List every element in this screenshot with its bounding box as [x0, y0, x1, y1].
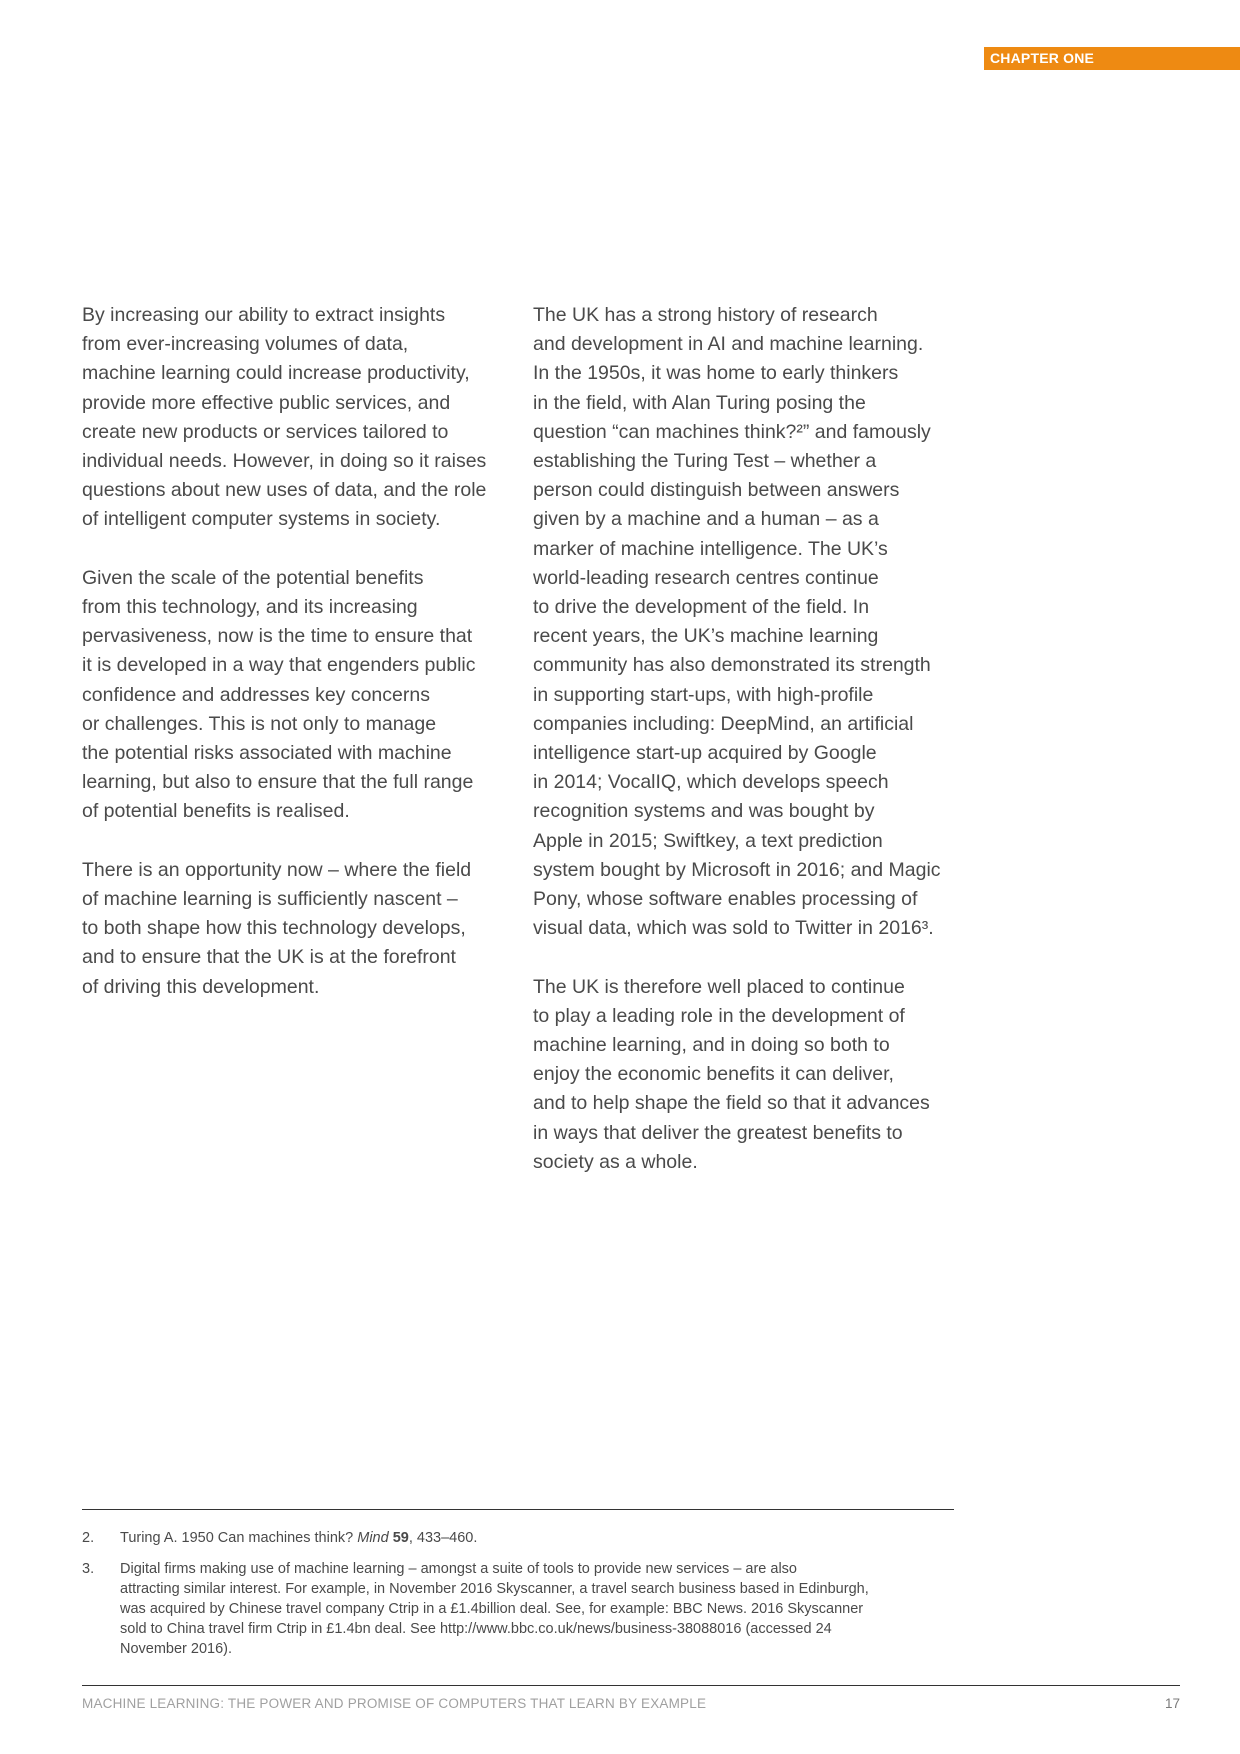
paragraph: The UK has a strong history of research and development in AI and machine learning. In the 1950s, it was home to early thinkers in the field, with Alan Turing posing the question “can machines think?²” and famously establishing the Turing Test – whether a person could distinguish between answers given by a machine and a human – as a marker of machine intelligence. The UK’s world-leading research centres continue to drive the development of the field. In recent years, the UK’s machine learning community has also demonstrated its strength in supporting start-ups, with high-profile companies including: DeepMind, an artificial intelligence start-up acquired by Google in 2014; VocalIQ, which develops speech recognition systems and was bought by Apple in 2015; Swiftkey, a text prediction system bought by Microsoft in 2016; and Magic Pony, whose software enables processing of visual data, which was sold to Twitter in 2016³. [533, 304, 941, 940]
right-column [533, 301, 973, 1206]
footnote-pages: , 433–460. [408, 1530, 478, 1546]
footnotes [82, 1528, 962, 1670]
footnote-text: Digital firms making use of machine learning – amongst a suite of tools to provide new services – are also attracting similar interest. For example, in November 2016 Skyscanner, a travel search business based in Edinburgh, was acquired by Chinese travel company Ctrip in a £1.4billion deal. See, for example: BBC News. 2016 Skyscanner sold to China travel firm Ctrip in £1.4bn deal. See http://www.bbc.co.uk/news/business-38088016 (accessed 24 November 2016). [120, 1561, 869, 1657]
footnote-volume: 59 [392, 1530, 409, 1546]
paragraph: By increasing our ability to extract insights from ever-increasing volumes of data, machine learning could increase productivity, provide more effective public services, and create new products or services tailored to individual needs. However, in doing so it raises questions about new uses of data, and the role of intelligent computer systems in society. [82, 304, 487, 531]
footnote-journal: Mind [357, 1530, 389, 1546]
left-column [82, 301, 512, 1031]
paragraph: There is an opportunity now – where the field of machine learning is sufficiently nascent – to both shape how this technology develops, and to ensure that the UK is at the forefront of driving this development. [82, 858, 472, 998]
paragraph: The UK is therefore well placed to continue to play a leading role in the development of machine learning, and in doing so both to enjoy the economic benefits it can deliver, and to help shape the field so that it advances in ways that deliver the greatest benefits to society as a whole. [533, 975, 930, 1173]
footer-divider [82, 1685, 1180, 1686]
footnote [82, 1528, 962, 1548]
page-number: 17 [1164, 1696, 1180, 1711]
chapter-label: CHAPTER ONE [984, 47, 1240, 70]
footnote [82, 1559, 962, 1659]
footnote-number: 2. [82, 1530, 95, 1546]
footer-title: MACHINE LEARNING: THE POWER AND PROMISE OF COMPUTERS THAT LEARN BY EXAMPLE [82, 1696, 707, 1711]
footnote-number: 3. [82, 1561, 95, 1577]
footnote-divider [82, 1509, 954, 1510]
paragraph: Given the scale of the potential benefits from this technology, and its increasing pervasiveness, now is the time to ensure that it is developed in a way that engenders public confidence and addresses key concerns or challenges. This is not only to manage the potential risks associated with machine learning, but also to ensure that the full range of potential benefits is realised. [82, 566, 476, 823]
footnote-text: Turing A. 1950 Can machines think? [120, 1530, 358, 1546]
